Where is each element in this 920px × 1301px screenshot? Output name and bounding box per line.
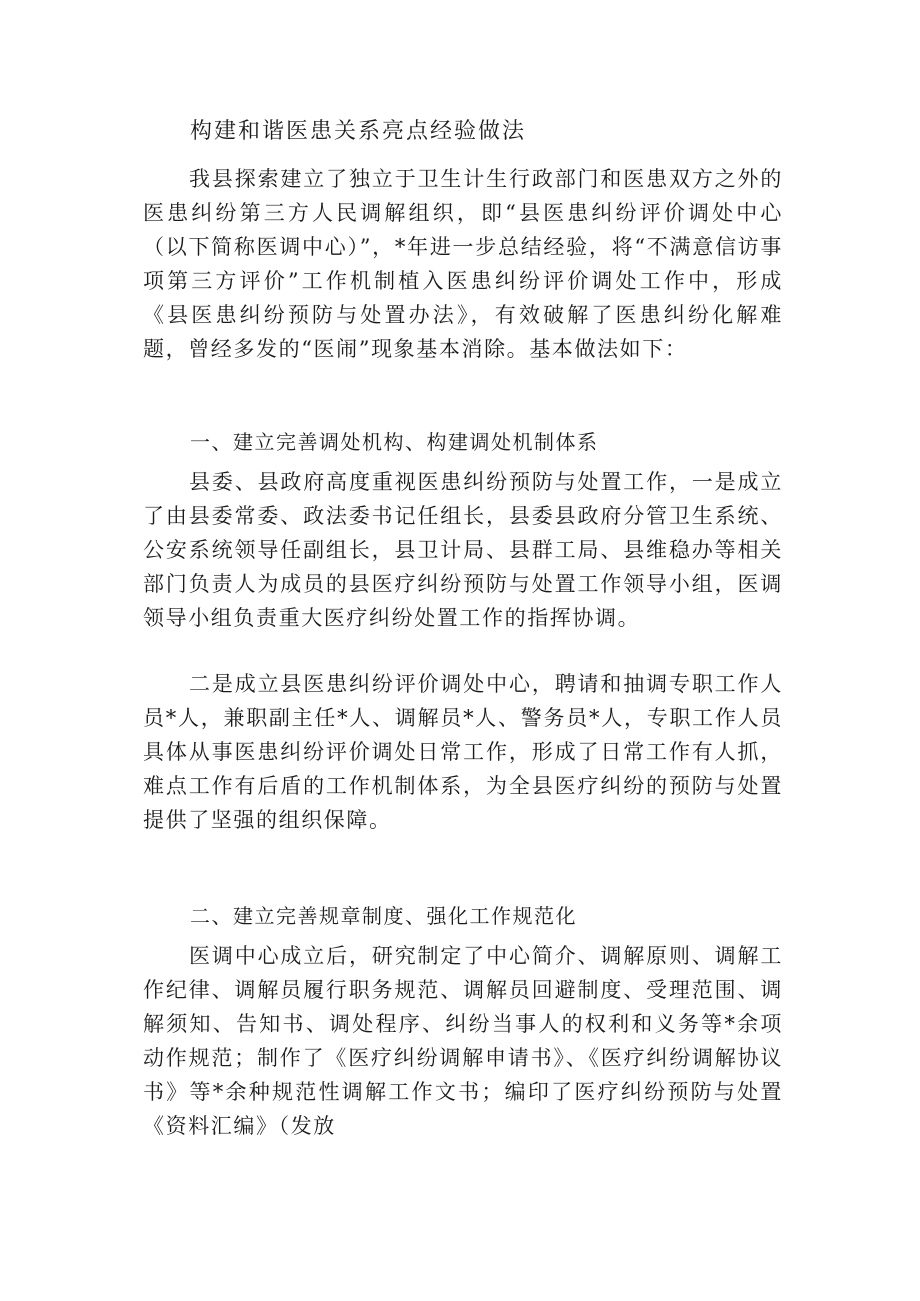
section-2-heading: 二、建立完善规章制度、强化工作规范化 (190, 904, 577, 928)
section-2-paragraph-1: 医调中心成立后，研究制定了中心简介、调解原则、调解工作纪律、调解员履行职务规范、调解员回避制度、受理范围、调解须知、告知书、调处程序、纠纷当事人的权利和义务等*余项动作规范；制作了《医疗纠纷调解申请书》、《医疗纠纷调解协议书》等*余种规范性调解工作文书；编印了医疗纠纷预防与处置《资料汇编》（发放 (143, 944, 783, 1138)
section-1-paragraph-1: 县委、县政府高度重视医患纠纷预防与处置工作，一是成立了由县委常委、政法委书记任组长，县委县政府分管卫生系统、公安系统领导任副组长，县卫计局、县群工局、县维稳办等相关部门负责人为成员的县医疗纠纷预防与处置工作领导小组，医调领导小组负责重大医疗纠纷处置工作的指挥协调。 (143, 470, 783, 630)
section-1-paragraph-2: 二是成立县医患纠纷评价调处中心，聘请和抽调专职工作人员*人，兼职副主任*人、调解员*人、警务员*人，专职工作人员具体从事医患纠纷评价调处日常工作，形成了日常工作有人抓，难点工作有后盾的工作机制体系，为全县医疗纠纷的预防与处置提供了坚强的组织保障。 (143, 672, 783, 832)
document-title: 构建和谐医患关系亮点经验做法 (190, 119, 527, 144)
intro-paragraph: 我县探索建立了独立于卫生计生行政部门和医患双方之外的医患纠纷第三方人民调解组织，即“县医患纠纷评价调处中心（以下简称医调中心）”，*年进一步总结经验，将“不满意信访事项第三方评价”工作机制植入医患纠纷评价调处工作中，形成《县医患纠纷预防与处置办法》，有效破解了医患纠纷化解难题，曾经多发的“医闹”现象基本消除。基本做法如下： (143, 167, 783, 361)
section-1-heading: 一、建立完善调处机构、构建调处机制体系 (190, 430, 599, 454)
